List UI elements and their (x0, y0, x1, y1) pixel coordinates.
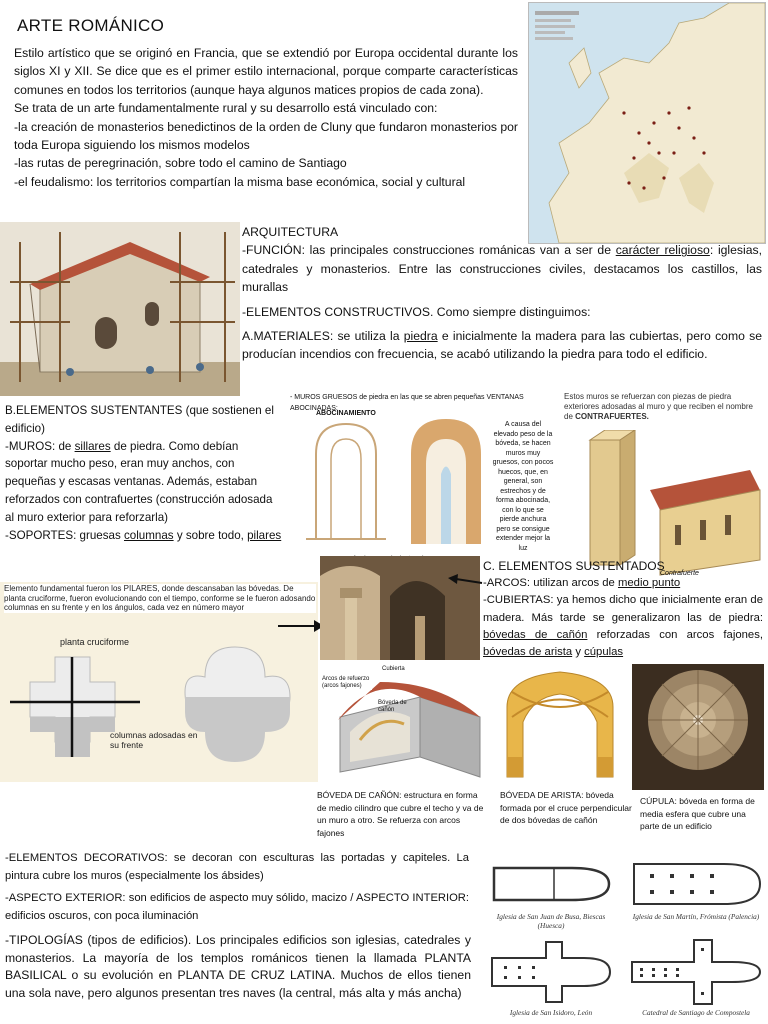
contrafuertes-figure (560, 390, 764, 582)
materiales-paragraph (242, 327, 762, 364)
underlined-term: columnas (123, 528, 174, 542)
cubierta-label: Cubierta (382, 664, 405, 675)
arcos-refuerzo-label: Arcos de refuerzo (arcos fajones) (322, 676, 372, 690)
floor-plan (484, 850, 618, 934)
underlined-term: medio punto (617, 577, 681, 590)
text: e inicialmente la madera para las cubiertas, pero como se producían incendios con frecuencia, se acabó utilizando la piedra para todo el edificio. (242, 329, 763, 362)
planta-cruciforme-label: planta cruciforme (60, 637, 130, 647)
bold-term: CONTRAFUERTES. (575, 412, 649, 421)
text: Estos muros se refuerzan con piezas de piedra exteriores adosadas al muro y que reciben el nombre de (564, 392, 753, 421)
text: -SOPORTES: gruesas (5, 528, 124, 542)
intro-text (14, 44, 518, 191)
text: de piedra. Como debían soportar mucho peso, eran muy anchos, con pequeñas y escasas ventanas. Además, estaban reforzados con contrafuertes (construcción adosada al muro exterior para reforzarla) (5, 439, 273, 524)
soportes-paragraph (5, 527, 283, 545)
boveda-canon-figure (320, 662, 486, 784)
muros-paragraph (5, 438, 283, 527)
text: y (572, 646, 585, 659)
section-heading: B.ELEMENTOS SUSTENTANTES (que sostienen el edificio) (5, 404, 274, 435)
section-heading: ARQUITECTURA (242, 225, 339, 239)
plan-caption: Iglesia de San Juan de Busa, Biescas (Huesca) (496, 912, 606, 930)
columnas-photo (320, 556, 480, 660)
floor-plan (484, 936, 618, 1020)
plan-caption: Iglesia de San Martín, Frómista (Palencia) (632, 912, 760, 921)
abocinamiento-explanation: A causa del elevado peso de la bóveda, se hacen muros muy gruesos, con pocos huecos, que, en general, son estrechos y de forma abocinada, con lo que se pierde anchura pero se consigue extender mejor la luz (492, 421, 554, 552)
pilares-text: Elemento fundamental fueron los PILARES, donde descansaban las bóvedas. De planta cruciforme, fueron evolucionando con el tiempo, conforme se le fueron adosando columnas en su frente y en los ángulos, cada vez en número mayor (4, 584, 316, 613)
arrow-icon (448, 574, 484, 588)
sustentados-section (483, 558, 763, 661)
plan-caption: Catedral de Santiago de Compostela (642, 1008, 750, 1017)
aspecto-paragraph: -ASPECTO EXTERIOR: son edificios de aspecto muy sólido, macizo / ASPECTO INTERIOR: edificios oscuros, con poca iluminación (5, 892, 469, 922)
underlined-term: pilares (247, 528, 282, 542)
underlined-term: bóvedas de cañón (483, 628, 588, 641)
section-heading: C. ELEMENTOS SUSTENTADOS (483, 559, 665, 573)
decorativos-paragraph: -ELEMENTOS DECORATIVOS: se decoran con esculturas las portadas y capiteles. La pintura cubre los muros (especialmente los ábsides) (5, 852, 469, 882)
construction-illustration (0, 222, 240, 396)
floor-plan (628, 936, 764, 1020)
pilares-figure (0, 582, 318, 782)
underlined-term: sillares (74, 439, 111, 453)
contrafuertes-text (564, 392, 760, 422)
boveda-arista-figure (492, 662, 628, 786)
abocinamiento-figure (286, 390, 558, 582)
arquitectura-section (242, 223, 762, 364)
text: A.MATERIALES: se utiliza la (242, 329, 404, 344)
sustentantes-section (5, 402, 283, 544)
intro-paragraph: -el feudalismo: los territorios compartían la misma base económica, social y cultural (14, 174, 466, 189)
text: y sobre todo, (173, 528, 248, 542)
underlined-term: carácter religioso (615, 243, 710, 258)
underlined-term: bóvedas de arista (483, 646, 573, 659)
tipologias-paragraph: -TIPOLOGÍAS (tipos de edificios). Los principales edificios son iglesias, catedrales y monasterios. La mayoría de los templos románicos tienen la llamada PLANTA BASILICAL o su evolución en PLANTA DE CRUZ LATINA. Muchos de ellos tienen una sola nave, pero algunos presentan tres naves (la central, más alta y más ancha) (5, 933, 471, 1000)
intro-paragraph: -la creación de monasterios benedictinos de la orden de Cluny que fundaron monasterios por toda Europa siguiendo los mismos modelos (14, 119, 518, 153)
text: -MUROS: de (5, 439, 75, 453)
boveda-label: Bóveda de cañón (378, 700, 407, 713)
intro-paragraph: Se trata de un arte fundamentalmente rural y su desarrollo está vinculado con: (14, 101, 438, 116)
funcion-paragraph (242, 241, 762, 296)
arrow-icon (278, 618, 326, 634)
plan-caption: Iglesia de San Isidoro, León (509, 1008, 593, 1017)
contrafuerte-label: Contrafuerte (660, 570, 699, 577)
caption-boveda-arista: BÓVEDA DE ARISTA: bóveda formada por el cruce perpendicular de dos bóvedas de cañón (500, 790, 632, 825)
caption-cupula: CÚPULA: bóveda en forma de media esfera que cubre una parte de un edificio (640, 796, 755, 831)
figure-header: - MUROS GRUESOS de piedra en las que se abren pequeñas VENTANAS ABOCINADAS: (290, 394, 524, 412)
text: : iglesias, catedrales y monasterios. Entre las construcciones civiles, destacamos los castillos, las murallas (242, 243, 762, 295)
underlined-term: cúpulas (584, 646, 624, 659)
page-title: ARTE ROMÁNICO (17, 16, 165, 35)
text: reforzadas con arcos fajones, (587, 628, 763, 641)
text: -CUBIERTAS: ya hemos dicho que inicialmente eran de madera. Más tarde se generalizaron las de piedra: (483, 594, 763, 624)
arcos-paragraph (483, 575, 763, 592)
text: -ARCOS: utilizan arcos de (483, 577, 618, 590)
caption-boveda-canon: BÓVEDA DE CAÑÓN: estructura en forma de medio cilindro que cubre el techo y va de un muro a otro. Se refuerza con arcos fajones (317, 790, 484, 838)
underlined-term: piedra (403, 329, 438, 344)
europe-map (528, 2, 766, 244)
columnas-adosadas-label: columnas adosadas en su frente (110, 730, 198, 750)
cubiertas-paragraph (483, 592, 763, 661)
intro-paragraph: Estilo artístico que se originó en Francia, que se extendió por Europa occidental durante los siglos XI y XII. Se dice que es el primer estilo internacional, porque comparte características comunes en todos los territorios (aunque haya algunos matices propios de cada zona). (14, 46, 518, 97)
abocinamiento-label: ABOCINAMIENTO (316, 410, 376, 417)
floor-plan (628, 850, 764, 934)
elementos-paragraph: -ELEMENTOS CONSTRUCTIVOS. Como siempre distinguimos: (242, 304, 591, 319)
intro-paragraph: -las rutas de peregrinación, sobre todo el camino de Santiago (14, 156, 347, 171)
cupula-photo (632, 664, 764, 790)
text: -FUNCIÓN: las principales construcciones románicas van a ser de (242, 243, 616, 258)
